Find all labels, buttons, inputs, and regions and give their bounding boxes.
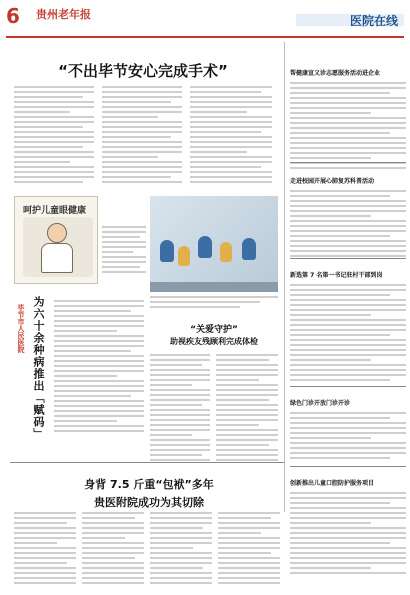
comic-child-body bbox=[41, 243, 73, 273]
vertical-story-headline: 为六十余种病推出「赋码」 bbox=[32, 296, 45, 440]
photo-story-headline: “关爱守护” bbox=[190, 325, 238, 335]
right-story-headline: 走进校园开展心肺复苏科普活动 bbox=[290, 178, 375, 185]
right-story-body bbox=[290, 412, 406, 462]
photo-story-body bbox=[150, 354, 210, 464]
photo-person bbox=[242, 238, 256, 260]
masthead bbox=[6, 4, 404, 36]
column-divider bbox=[284, 42, 285, 512]
right-story-headline: 创新推出儿童口腔防护服务项目 bbox=[290, 480, 375, 487]
photo-person bbox=[220, 242, 232, 262]
right-story-body bbox=[290, 492, 406, 577]
right-story-headline: 帮健康宣义诊志愿服务活动进企业 bbox=[290, 70, 381, 77]
photo-person bbox=[160, 240, 174, 262]
top-story-headline: “不出毕节安心完成手术” bbox=[58, 62, 228, 80]
right-story-body bbox=[290, 190, 406, 260]
vertical-story-body bbox=[54, 300, 144, 435]
right-story-headline: 绿色门诊开放门诊开诊 bbox=[290, 400, 351, 407]
top-story-body bbox=[14, 86, 272, 188]
right-divider bbox=[290, 466, 406, 467]
section-divider bbox=[10, 462, 284, 463]
comic-title: 呵护儿童眼健康 bbox=[23, 206, 87, 216]
photo-person bbox=[198, 236, 212, 258]
right-divider bbox=[290, 386, 406, 387]
comic-panel bbox=[14, 196, 98, 284]
right-divider bbox=[290, 162, 406, 163]
bottom-story-body bbox=[14, 512, 284, 590]
section-header bbox=[296, 4, 404, 28]
right-story-body bbox=[290, 284, 406, 384]
right-divider bbox=[290, 258, 406, 259]
bottom-story-headline: 身背 7.5 斤重“包袱”多年 bbox=[84, 478, 214, 491]
vertical-story-subheadline: 毕节市人民医院 bbox=[17, 304, 25, 353]
photo-story-subheadline: 助视疾友残顾利完成体检 bbox=[170, 337, 258, 346]
right-story-body bbox=[290, 82, 406, 172]
masthead-rule bbox=[6, 36, 404, 38]
section-title: 医院在线 bbox=[349, 14, 398, 28]
photo-story-body bbox=[216, 354, 278, 464]
comic-illustration bbox=[23, 217, 93, 277]
paper-name: 贵州老年报 bbox=[36, 8, 91, 21]
right-story-headline: 新选第 7 名第一书记驻村干部到岗 bbox=[290, 272, 383, 279]
bottom-story-subheadline: 贵医附院成功为其切除 bbox=[94, 496, 204, 509]
page-number: 6 bbox=[6, 4, 20, 28]
photo-caption bbox=[150, 296, 278, 311]
story-photo bbox=[150, 196, 278, 292]
comic-child-head bbox=[47, 223, 67, 243]
photo-desk bbox=[150, 282, 278, 292]
comic-caption bbox=[102, 226, 146, 276]
photo-person bbox=[178, 246, 190, 266]
